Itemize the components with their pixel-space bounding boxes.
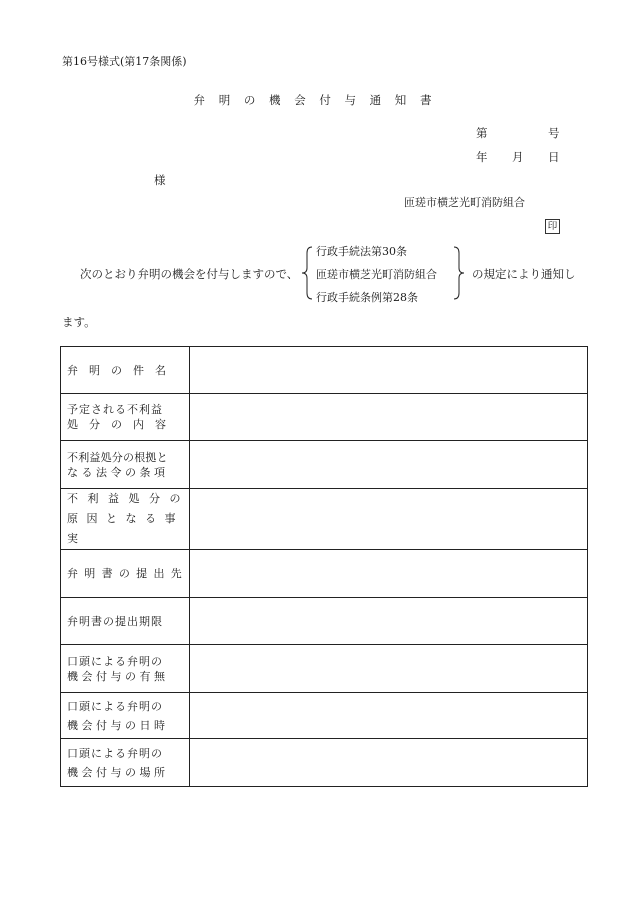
law-option-3: 行政手続条例第28条 <box>316 291 418 304</box>
table-row <box>61 645 588 693</box>
row-label: 弁明書の提出期限 <box>61 598 190 645</box>
row-value[interactable] <box>190 489 588 550</box>
seal-mark: 印 <box>545 219 560 234</box>
row-label: 口頭による弁明の 機 会 付 与 の 日 時 <box>61 693 190 739</box>
table-row <box>61 489 588 550</box>
row-label: 口頭による弁明の 機 会 付 与 の 場 所 <box>61 739 190 787</box>
body-end-text: ます。 <box>62 315 96 329</box>
document-title: 弁 明 の 機 会 付 与 通 知 書 <box>193 93 437 107</box>
date-day-label: 日 <box>548 150 560 164</box>
row-value[interactable] <box>190 441 588 489</box>
row-value[interactable] <box>190 739 588 787</box>
row-value[interactable] <box>190 693 588 739</box>
row-label: 予定される不利益 処 分 の 内 容 <box>61 394 190 441</box>
table-row <box>61 550 588 598</box>
row-label: 口頭による弁明の 機 会 付 与 の 有 無 <box>61 645 190 693</box>
recipient-suffix: 様 <box>154 173 166 187</box>
law-option-1: 行政手続法第30条 <box>316 245 407 258</box>
table-row <box>61 394 588 441</box>
left-brace <box>300 246 314 300</box>
number-suffix: 号 <box>548 126 560 140</box>
table-row <box>61 693 588 739</box>
number-prefix: 第 <box>476 126 488 140</box>
row-label: 弁 明 の 件 名 <box>61 347 190 394</box>
row-value[interactable] <box>190 645 588 693</box>
body-tail-text: の規定により通知し <box>472 267 576 281</box>
row-value[interactable] <box>190 598 588 645</box>
row-label: 不 利 益 処 分 の 原 因 と な る 事 実 <box>61 489 190 550</box>
row-value[interactable] <box>190 550 588 598</box>
date-year-label: 年 <box>476 150 488 164</box>
row-label: 不利益処分の根拠と な る 法 令 の 条 項 <box>61 441 190 489</box>
row-label: 弁 明 書 の 提 出 先 <box>61 550 190 598</box>
table-row <box>61 441 588 489</box>
notice-form-table <box>60 346 588 787</box>
date-month-label: 月 <box>512 150 524 164</box>
right-brace <box>452 246 466 300</box>
law-option-2: 匝瑳市横芝光町消防組合 <box>316 268 437 281</box>
issuer-name: 匝瑳市横芝光町消防組合 <box>404 196 525 209</box>
table-row <box>61 739 588 787</box>
table-row <box>61 598 588 645</box>
row-value[interactable] <box>190 347 588 394</box>
table-row <box>61 347 588 394</box>
form-number: 第16号様式(第17条関係) <box>62 55 187 68</box>
body-lead-text: 次のとおり弁明の機会を付与しますので、 <box>80 267 299 281</box>
row-value[interactable] <box>190 394 588 441</box>
